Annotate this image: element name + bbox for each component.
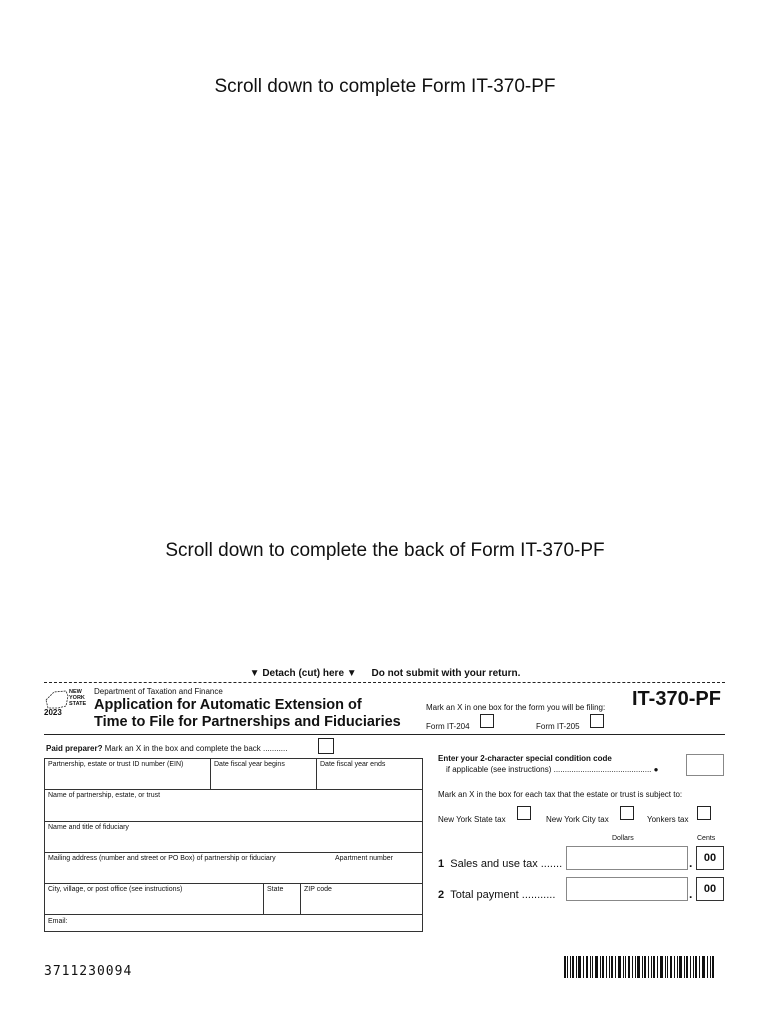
form-title	[94, 697, 401, 731]
cents-header: Cents	[697, 835, 716, 842]
department-name: Department of Taxation and Finance	[94, 687, 223, 696]
mailing-address-field[interactable]: Mailing address (number and street or PO Box) of partnership or fiduciary Apartment number	[44, 852, 423, 884]
form-number: IT-370-PF	[632, 688, 721, 710]
paid-preparer-label: Paid preparer?	[46, 744, 103, 753]
form-title-line2: Time to File for Partnerships and Fiduciaries	[94, 714, 401, 730]
line1-decimal: .	[689, 856, 693, 870]
scroll-front-message: Scroll down to complete Form IT-370-PF	[214, 76, 556, 97]
paid-preparer-checkbox[interactable]	[318, 738, 334, 754]
email-field[interactable]: Email:	[44, 914, 423, 932]
form-it205-label: Form IT-205	[536, 722, 580, 731]
yonkers-tax-checkbox[interactable]	[697, 806, 711, 820]
state-field[interactable]: State	[263, 883, 301, 915]
nys-tax-label: New York State tax	[438, 815, 506, 824]
detach-line	[0, 668, 770, 679]
entity-name-field[interactable]: Name of partnership, estate, or trust	[44, 789, 423, 822]
barcode	[564, 956, 714, 978]
form-it204-checkbox[interactable]	[480, 714, 494, 728]
ein-field[interactable]: Partnership, estate or trust ID number (EIN)	[44, 758, 211, 790]
paid-preparer-row	[46, 744, 287, 753]
fiscal-begins-field[interactable]: Date fiscal year begins	[210, 758, 317, 790]
nyc-tax-label: New York City tax	[546, 815, 609, 824]
tax-instruction: Mark an X in the box for each tax that the estate or trust is subject to:	[438, 790, 683, 799]
city-field[interactable]: City, village, or post office (see instructions)	[44, 883, 264, 915]
special-condition-input[interactable]	[686, 754, 724, 776]
line2-cents[interactable]: 00	[696, 877, 724, 901]
zip-field[interactable]: ZIP code	[300, 883, 423, 915]
apartment-label: Apartment number	[335, 855, 393, 862]
nys-tax-checkbox[interactable]	[517, 806, 531, 820]
header-rule	[44, 734, 725, 735]
form-it204-label: Form IT-204	[426, 722, 470, 731]
fiduciary-field[interactable]: Name and title of fiduciary	[44, 821, 423, 853]
line1-label: 1 Sales and use tax .......	[438, 858, 563, 870]
form-select-instruction: Mark an X in one box for the form you will be filing:	[426, 703, 606, 712]
form-title-line1: Application for Automatic Extension of	[94, 697, 362, 713]
line1-cents[interactable]: 00	[696, 846, 724, 870]
line2-dollars-input[interactable]	[566, 877, 688, 901]
paid-preparer-text: Mark an X in the box and complete the back ...........	[104, 744, 288, 753]
form-it205-checkbox[interactable]	[590, 714, 604, 728]
detach-cut-label: ▼ Detach (cut) here ▼	[249, 668, 357, 679]
line2-decimal: .	[689, 887, 693, 901]
line2-label: 2 Total payment ...........	[438, 889, 556, 901]
logo-state-text: NEW YORK STATE	[69, 689, 87, 707]
special-condition-line1: Enter your 2-character special condition code	[438, 754, 612, 763]
scroll-back-message: Scroll down to complete the back of Form IT-370-PF	[165, 540, 605, 561]
nys-logo	[44, 686, 90, 722]
special-condition-line2: if applicable (see instructions) ............................................ ●	[446, 765, 659, 774]
yonkers-tax-label: Yonkers tax	[647, 815, 689, 824]
scan-code: 3711230094	[44, 964, 133, 979]
nyc-tax-checkbox[interactable]	[620, 806, 634, 820]
cut-rule	[44, 682, 725, 683]
fiscal-ends-field[interactable]: Date fiscal year ends	[316, 758, 423, 790]
dollars-header: Dollars	[612, 835, 634, 842]
detach-notice: Do not submit with your return.	[371, 668, 521, 679]
form-year: 2023	[44, 708, 62, 717]
line1-dollars-input[interactable]	[566, 846, 688, 870]
